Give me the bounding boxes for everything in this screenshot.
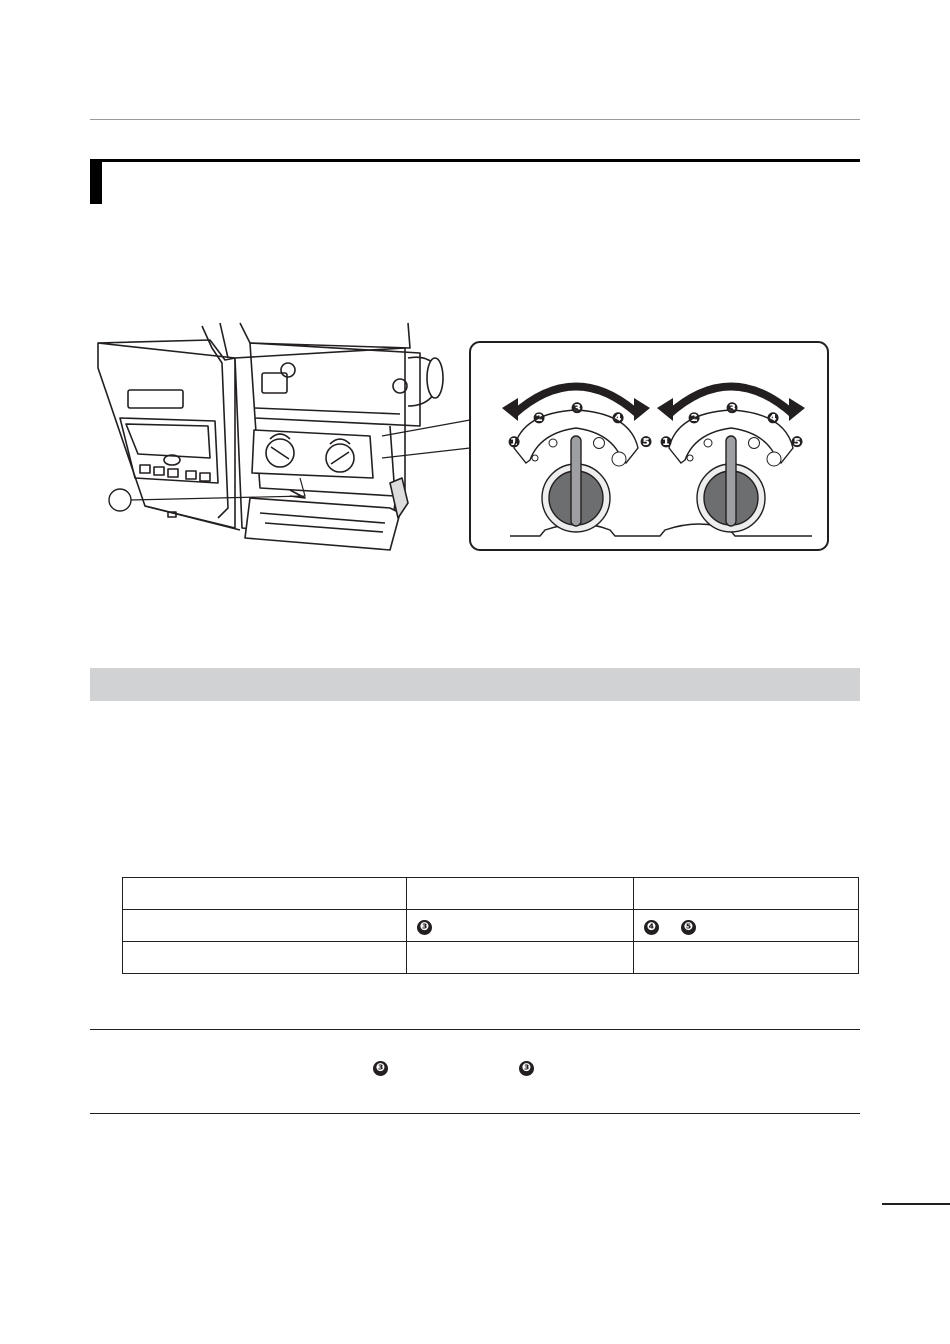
section-heading-marker	[90, 160, 102, 204]
position-number: ❹	[644, 920, 659, 935]
dial-left-pos-5: ❺	[639, 434, 653, 451]
table-row	[123, 910, 859, 942]
header-rule	[90, 119, 860, 120]
note-top-rule	[90, 1029, 860, 1030]
page-number-tab	[882, 1203, 950, 1205]
dial-left-pos-3: ❸	[570, 400, 584, 417]
note-position-number: ❸	[519, 1061, 534, 1076]
table-cell	[123, 942, 407, 974]
table-cell	[634, 910, 859, 942]
position-number: ❸	[417, 920, 432, 935]
subsection-heading-band	[90, 668, 860, 701]
dial-left-pos-4: ❹	[611, 410, 625, 427]
section-heading-rule	[90, 159, 860, 162]
dial-right-pos-3: ❸	[725, 400, 739, 417]
table-row	[123, 942, 859, 974]
note-bottom-rule	[90, 1113, 860, 1114]
dial-right-pos-5: ❺	[790, 434, 804, 451]
note-position-number: ❸	[373, 1061, 388, 1076]
table-cell	[407, 910, 634, 942]
table-cell	[123, 910, 407, 942]
dial-left-pos-1: ❶	[507, 434, 521, 451]
table-cell	[407, 942, 634, 974]
dial-right-pos-2: ❷	[687, 410, 701, 427]
table-cell	[634, 878, 859, 910]
table-cell	[123, 878, 407, 910]
dial-right-pos-1: ❶	[659, 434, 673, 451]
table-cell	[407, 878, 634, 910]
dial-right-pos-4: ❹	[766, 410, 780, 427]
dial-left-pos-2: ❷	[532, 410, 546, 427]
position-number: ❺	[681, 920, 696, 935]
printer-body	[98, 323, 443, 550]
table-cell	[634, 942, 859, 974]
settings-table	[122, 877, 859, 974]
table-row	[123, 878, 859, 910]
printer-illustration	[90, 318, 835, 563]
